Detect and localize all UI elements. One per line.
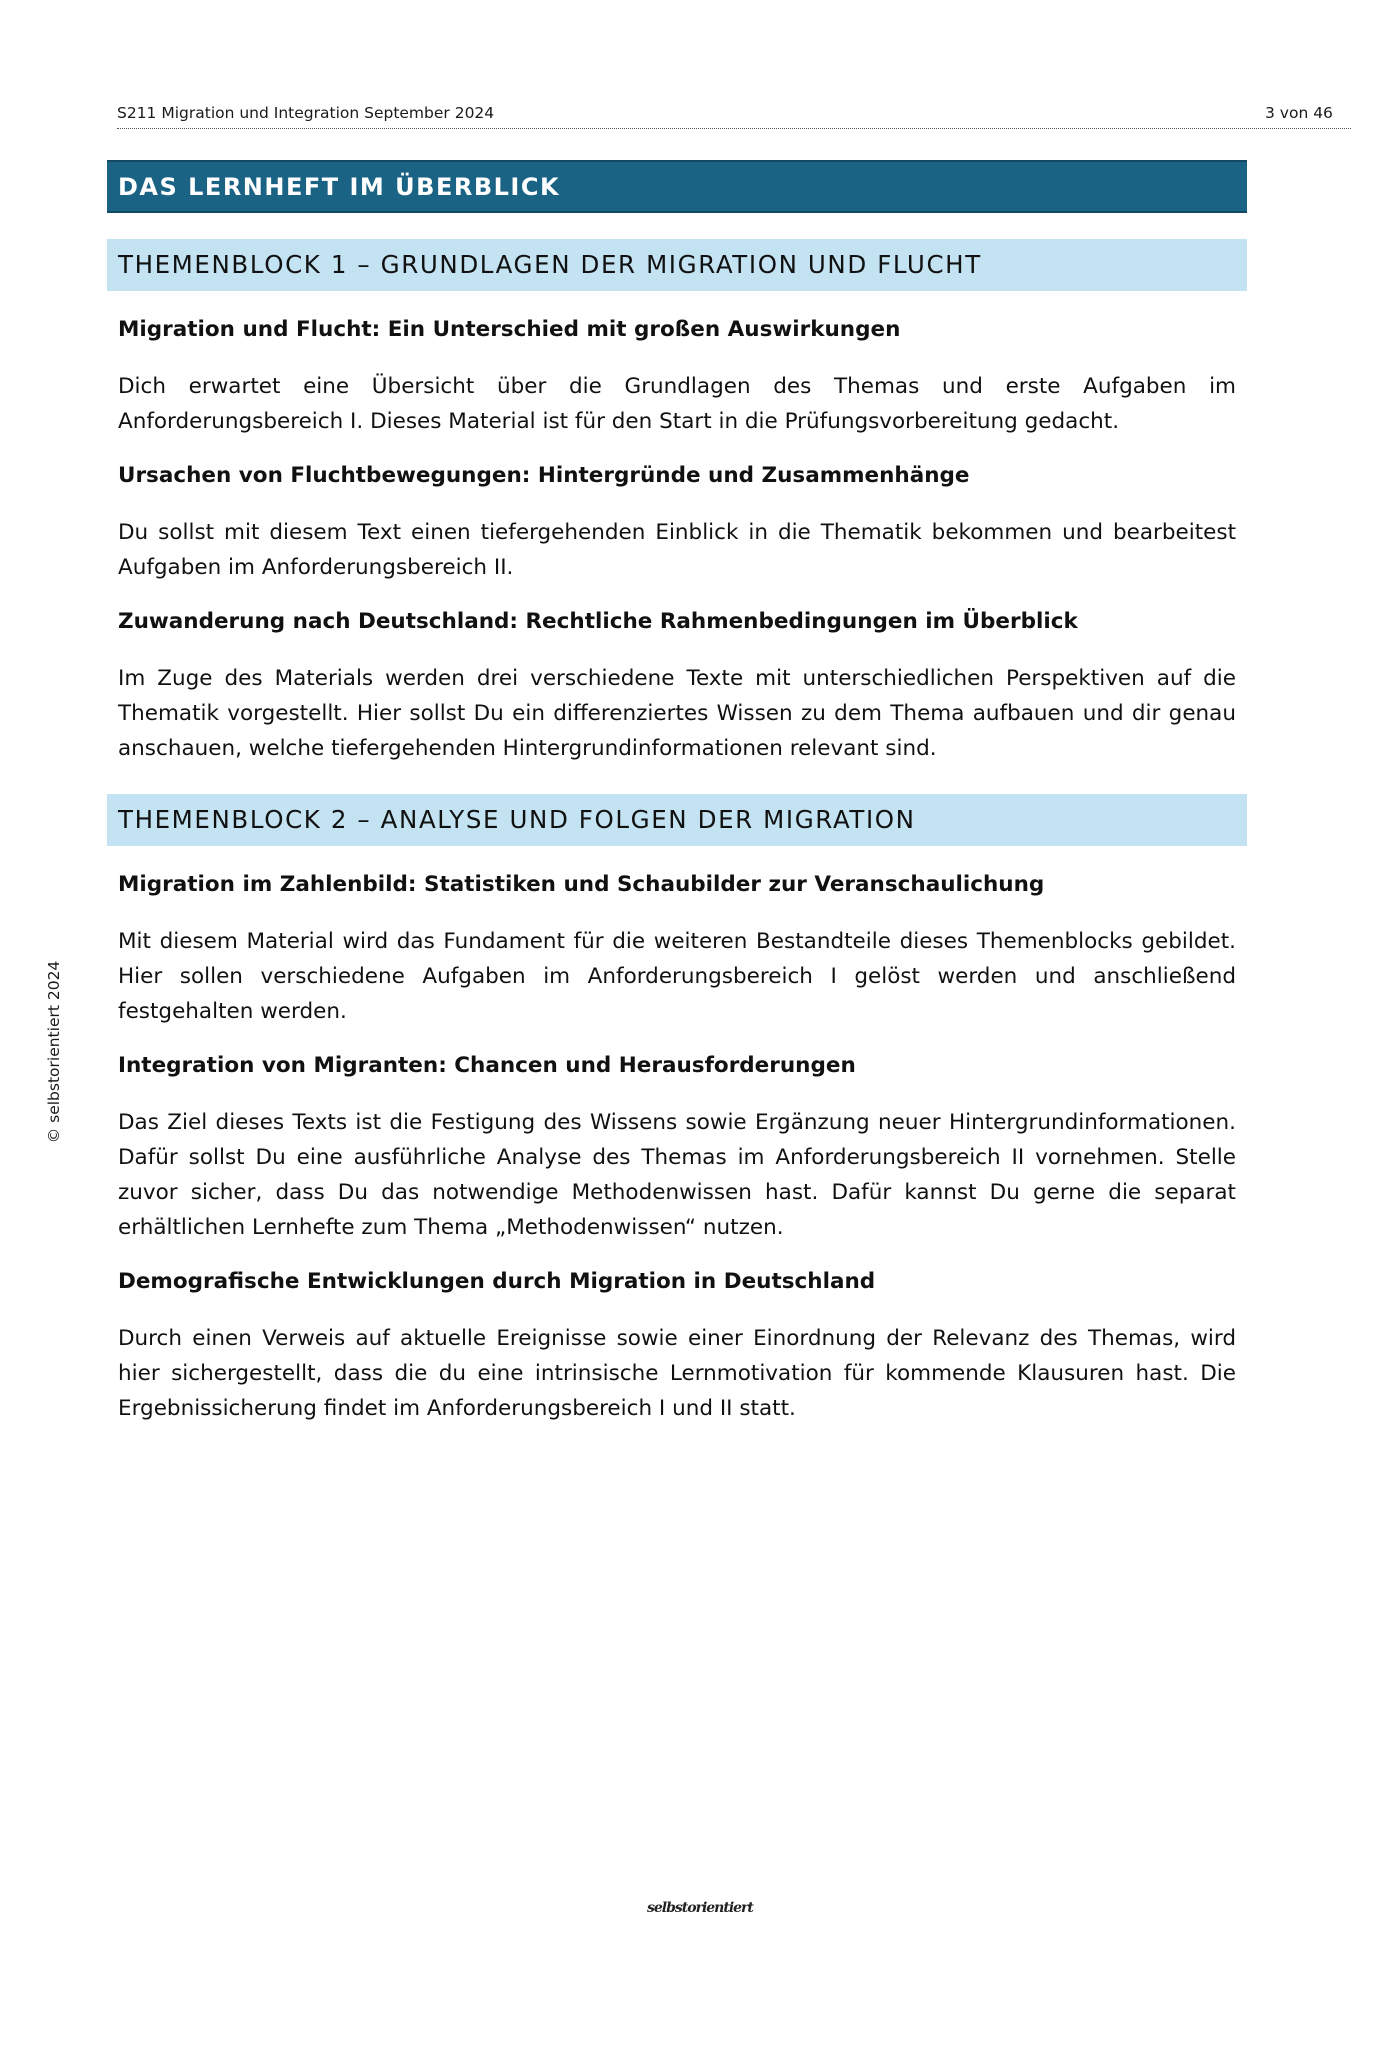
section-body: Durch einen Verweis auf aktuelle Ereignisse sowie einer Einordnung der Relevanz des Themas, wird hier sichergestellt, dass die du eine intrinsische Lernmotivation für kommende Klausuren hast. Die Ergebnissicherung findet im Anforderungsbereich I und II statt. — [118, 1326, 1236, 1421]
section-body: Mit diesem Material wird das Fundament für die weiteren Bestandteile dieses Themenblocks gebildet. Hier sollen verschiedene Aufgaben im Anforderungsbereich I gelöst werden und anschließend festgehalten werden. — [118, 929, 1236, 1024]
section-title: Zuwanderung nach Deutschland: Rechtliche Rahmenbedingungen im Überblick — [118, 609, 1078, 634]
page-title: DAS LERNHEFT IM ÜBERBLICK — [107, 160, 1247, 213]
page-header — [117, 102, 1351, 129]
copyright-notice: © selbstorientiert 2024 — [45, 960, 63, 1144]
section-title: Migration im Zahlenbild: Statistiken und Schaubilder zur Veranschaulichung — [118, 872, 1045, 897]
main-content — [107, 160, 1247, 1426]
section-body: Du sollst mit diesem Text einen tiefergehenden Einblick in die Thematik bekommen und bearbeitest Aufgaben im Anforderungsbereich II. — [118, 520, 1236, 580]
page-number: 3 von 46 — [1265, 104, 1333, 122]
section-body: Im Zuge des Materials werden drei verschiedene Texte mit unterschiedlichen Perspektiven auf die Thematik vorgestellt. Hier sollst Du ein differenziertes Wissen zu dem Thema aufbauen und dir genau anschauen, welche tiefergehenden Hintergrundinformationen relevant sind. — [118, 666, 1236, 761]
themenblock-1-heading: THEMENBLOCK 1 – GRUNDLAGEN DER MIGRATION UND FLUCHT — [107, 239, 1247, 291]
section-title: Integration von Migranten: Chancen und Herausforderungen — [118, 1053, 856, 1078]
section-body: Das Ziel dieses Texts ist die Festigung des Wissens sowie Ergänzung neuer Hintergrundinformationen. Dafür sollst Du eine ausführliche Analyse des Themas im Anforderungsbereich II vornehmen. Stelle zuvor sicher, dass Du das notwendige Methodenwissen hast. Dafür kannst Du gerne die separat erhältlichen Lernhefte zum Thema „Methodenwissen“ nutzen. — [118, 1110, 1236, 1240]
document-title: S211 Migration und Integration September 2024 — [117, 104, 495, 122]
section-title: Ursachen von Fluchtbewegungen: Hintergründe und Zusammenhänge — [118, 463, 970, 488]
section-body: Dich erwartet eine Übersicht über die Grundlagen des Themas und erste Aufgaben im Anforderungsbereich I. Dieses Material ist für den Start in die Prüfungsvorbereitung gedacht. — [118, 374, 1236, 434]
section-title: Migration und Flucht: Ein Unterschied mit großen Auswirkungen — [118, 317, 901, 342]
themenblock-2-heading: THEMENBLOCK 2 – ANALYSE UND FOLGEN DER MIGRATION — [107, 794, 1247, 846]
section-title: Demografische Entwicklungen durch Migration in Deutschland — [118, 1269, 876, 1294]
footer-logo: selbstorientiert — [647, 1900, 753, 1916]
